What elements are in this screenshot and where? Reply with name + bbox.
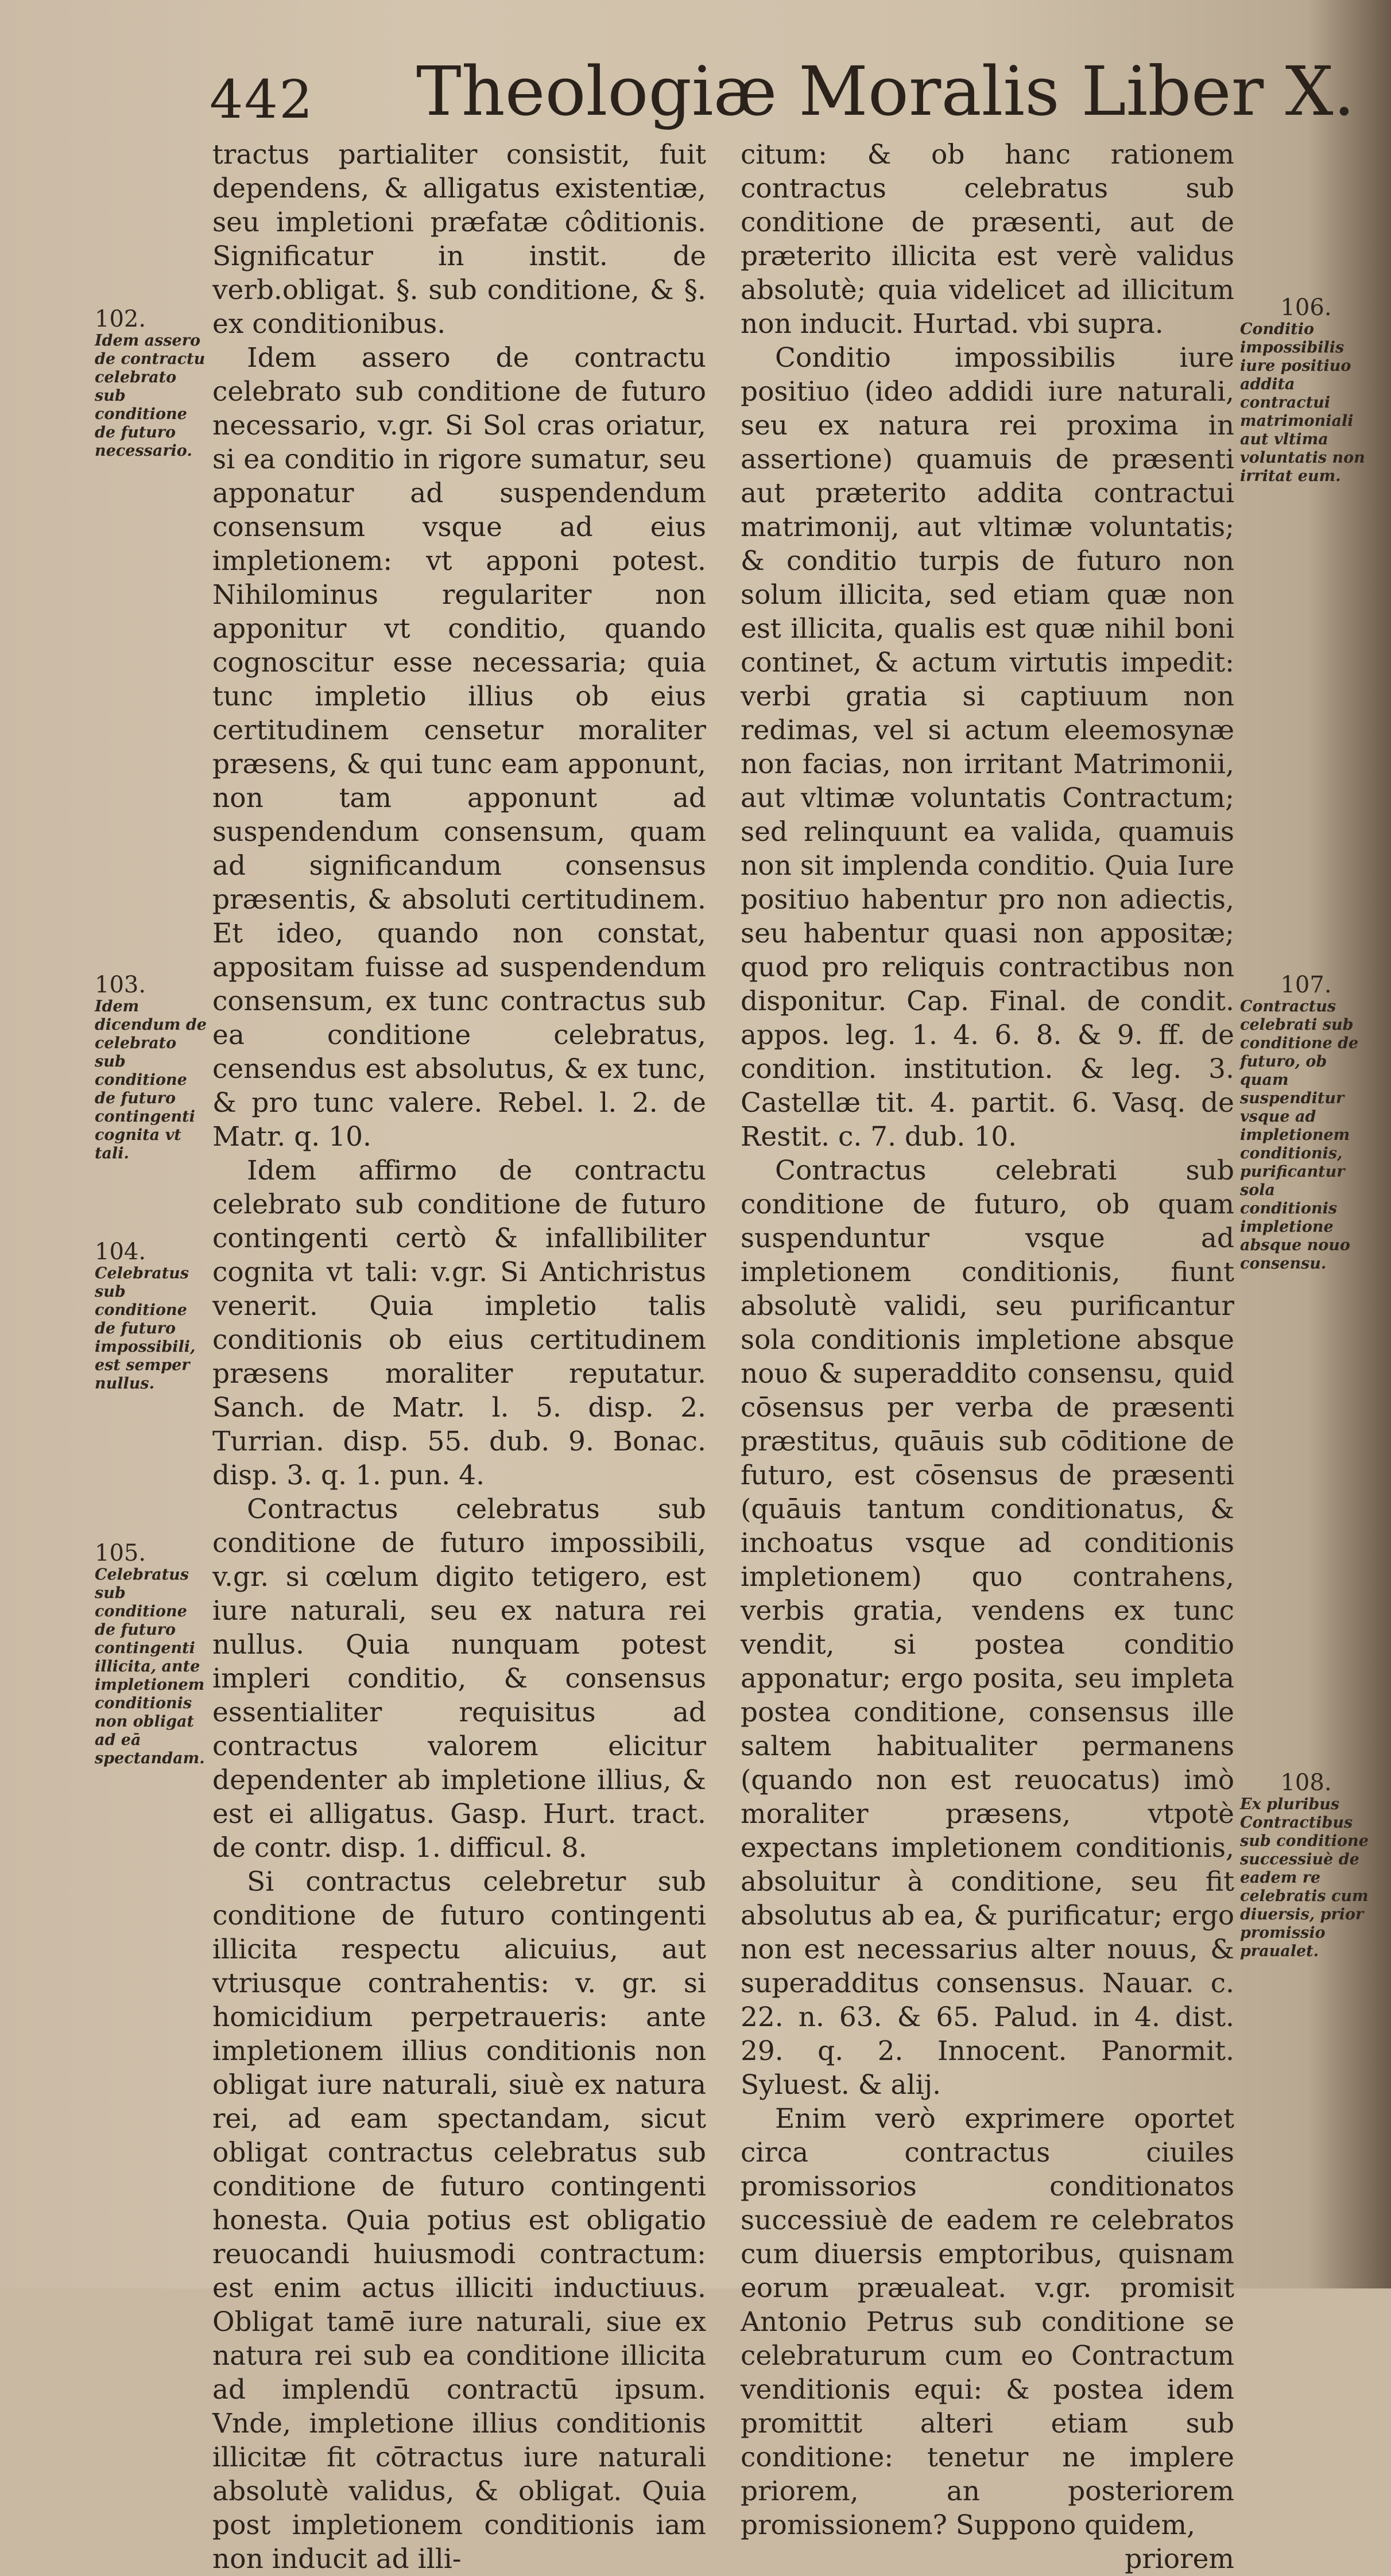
paragraph: Enim verò exprimere oportet circa contractus ciuiles promissorios conditionatos successiuè de eadem re celebratos cum diuersis emptoribus, quisnam eorum præualeat. v.gr. promisit Antonio Petrus sub conditione se celebraturum cum eo Contractum venditionis equi: & postea idem promittit alteri etiam sub conditione: tenetur ne implere priorem, an posteriorem promissionem? Suppono quidem, (741, 2103, 1234, 2541)
paragraph: Si contractus celebretur sub conditione de futuro contingenti illicita respectu alicuius, aut vtriusque contrahentis: v. gr. si homicidium perpetraueris: ante impletionem illius conditionis non obligat iure naturali, siuè ex natura rei, ad eam spectandam, sicut obligat contractus celebratus sub conditione de futuro contingenti honesta. Quia potius est obligatio reuocandi huiusmodi contractum: est enim actus illiciti inductiuus. Obligat tamē iure naturali, siue ex natura rei sub ea conditione illicita ad implendū contractū ipsum. Vnde, impletione illius conditionis illicitæ fit cōtractus iure naturali absolutè validus, & obligat. Quia post impletionem conditionis iam non inducit ad illi- (212, 1866, 706, 2575)
paragraph: Idem assero de contractu celebrato sub conditione de futuro necessario, v.gr. Si Sol cras oriatur, si ea conditio in rigore sumatur, seu apponatur ad suspendendum consensum vsque ad eius impletionem: vt apponi potest. Nihilominus regulariter non apponitur vt conditio, quando cognoscitur esse necessaria; quia tunc impletio illius ob eius certitudinem censetur moraliter præsens, & qui tunc eam apponunt, non tam apponunt ad suspendendum consensum, quam ad significandum consensus præsentis, & absoluti certitudinem. Et ideo, quando non constat, appositam fuisse ad suspendendum consensum, ex tunc contractus sub ea conditione celebratus, censendus est absolutus, & ex tunc, & pro tunc valere. Rebel. l. 2. de Matr. q. 10. (212, 342, 706, 1153)
margin-note-text: Celebratus sub conditione de futuro contingenti illicita, ante impletionem conditionis non obligat ad eā spectandam. (95, 1566, 205, 1767)
paragraph: Contractus celebratus sub conditione de futuro impossibili, v.gr. si cœlum digito tetigero, est iure naturali, seu ex natura rei nullus. Quia nunquam potest impleri conditio, & consensus essentialiter requisitus ad contractus valorem elicitur dependenter ab impletione illius, & est ei alligatus. Gasp. Hurt. tract. de contr. disp. 1. difficul. 8. (212, 1493, 706, 1864)
left-text-column (212, 138, 706, 2576)
paragraph-number: 104. (95, 1239, 146, 1265)
margin-note (95, 1540, 210, 1768)
paragraph: citum: & ob hanc rationem contractus celebratus sub conditione de præsenti, aut de præterito illicita est verè validus absolutè; quia videlicet ad illicitum non inducit. Hurtad. vbi supra. (741, 139, 1234, 340)
paragraph: Contractus celebrati sub conditione de futuro, ob quam suspenduntur vsque ad impletionem conditionis, fiunt absolutè validi, seu purificantur sola conditionis impletione absque nouo & superaddito consensu, quid cōsensus per verba de præsenti præstitus, quāuis sub cōditione de futuro, est cōsensus de præsenti (quāuis tantum conditionatus, & inchoatus vsque ad conditionis impletionem) quo contrahens, verbis gratia, vendens ex tunc vendit, si postea conditio apponatur; ergo posita, seu impleta postea conditione, consensus ille saltem habitualiter permanens (quando non est reuocatus) imò moraliter præsens, vtpotè expectans impletionem conditionis, absoluitur à conditione, seu fit absolutus ab ea, & purificatur; ergo non est necessarius alter nouus, & superadditus consensus. Nauar. c. 22. n. 63. & 65. Palud. in 4. dist. 29. q. 2. Innocent. Panormit. Syluest. & alij. (741, 1155, 1234, 2101)
page-number: 442 (210, 69, 314, 130)
paragraph: Conditio impossibilis iure positiuo (ideo addidi iure naturali, seu ex natura rei proxima in assertione) quamuis de præsenti aut præterito addita contractui matrimonij, aut vltimæ voluntatis; & conditio turpis de futuro non solum illicita, sed etiam quæ non est illicita, qualis est quæ nihil boni continet, & actum virtutis impedit: verbi gratia si captiuum non redimas, vel si actum eleemosynæ non facias, non irritant Matrimonii, aut vltimæ voluntatis Contractum; sed relinquunt ea valida, quamuis non sit implenda conditio. Quia Iure positiuo habentur pro non adiectis, seu habentur quasi non appositæ; quod pro reliquis contractibus non disponitur. Cap. Final. de condit. appos. leg. 1. 4. 6. 8. & 9. ff. de condition. institution. & leg. 3. Castellæ tit. 4. partit. 6. Vasq. de Restit. c. 7. dub. 10. (741, 342, 1234, 1153)
paragraph: Idem affirmo de contractu celebrato sub conditione de futuro contingenti certò & infallibiliter cognita vt tali: v.gr. Si Antichristus venerit. Quia impletio talis conditionis ob eius certitudinem præsens moraliter reputatur. Sanch. de Matr. l. 5. disp. 2. Turrian. disp. 55. dub. 9. Bonac. disp. 3. q. 1. pun. 4. (212, 1155, 706, 1491)
margin-note-text: Ex pluribus Contractibus sub conditione successiuè de eadem re celebratis cum diuersis, prior promissio praualet. (1240, 1795, 1369, 1960)
margin-note-text: Celebratus sub conditione de futuro impossibili, est semper nullus. (95, 1264, 196, 1392)
paragraph-number: 107. (1280, 972, 1332, 998)
paragraph-number: 102. (95, 306, 146, 332)
page-header (210, 52, 1355, 132)
right-text-column (741, 138, 1234, 2576)
margin-note (1240, 1770, 1372, 1961)
catchword: priorem (1125, 2543, 1234, 2575)
margin-note (1240, 294, 1372, 486)
margin-note (95, 972, 210, 1163)
margin-note-text: Idem dicendum de celebrato sub conditione de futuro contingenti cognita vt tali. (95, 998, 207, 1162)
paragraph-number: 108. (1280, 1770, 1332, 1796)
paragraph-number: 105. (95, 1540, 146, 1566)
margin-note-text: Idem assero de contractu celebrato sub conditione de futuro necessario. (95, 332, 206, 460)
margin-note-text: Conditio impossibilis iure positiuo addita contractui matrimoniali aut vltima voluntatis non irritat eum. (1240, 320, 1365, 485)
paragraph-number: 103. (95, 972, 146, 998)
margin-note-text: Contractus celebrati sub conditione de futuro, ob quam suspenditur vsque ad impletionem conditionis, purificantur sola conditionis impletione absque nouo consensu. (1240, 998, 1359, 1273)
margin-note (95, 306, 210, 460)
paragraph-number: 106. (1280, 294, 1332, 321)
margin-note (1240, 972, 1372, 1273)
running-title: Theologiæ Moralis Liber X. (416, 52, 1355, 131)
paragraph: tractus partialiter consistit, fuit dependens, & alligatus existentiæ, seu impletioni præfatæ côditionis. Significatur in instit. de verb.obligat. §. sub conditione, & §. ex conditionibus. (212, 139, 706, 340)
margin-note (95, 1239, 210, 1393)
